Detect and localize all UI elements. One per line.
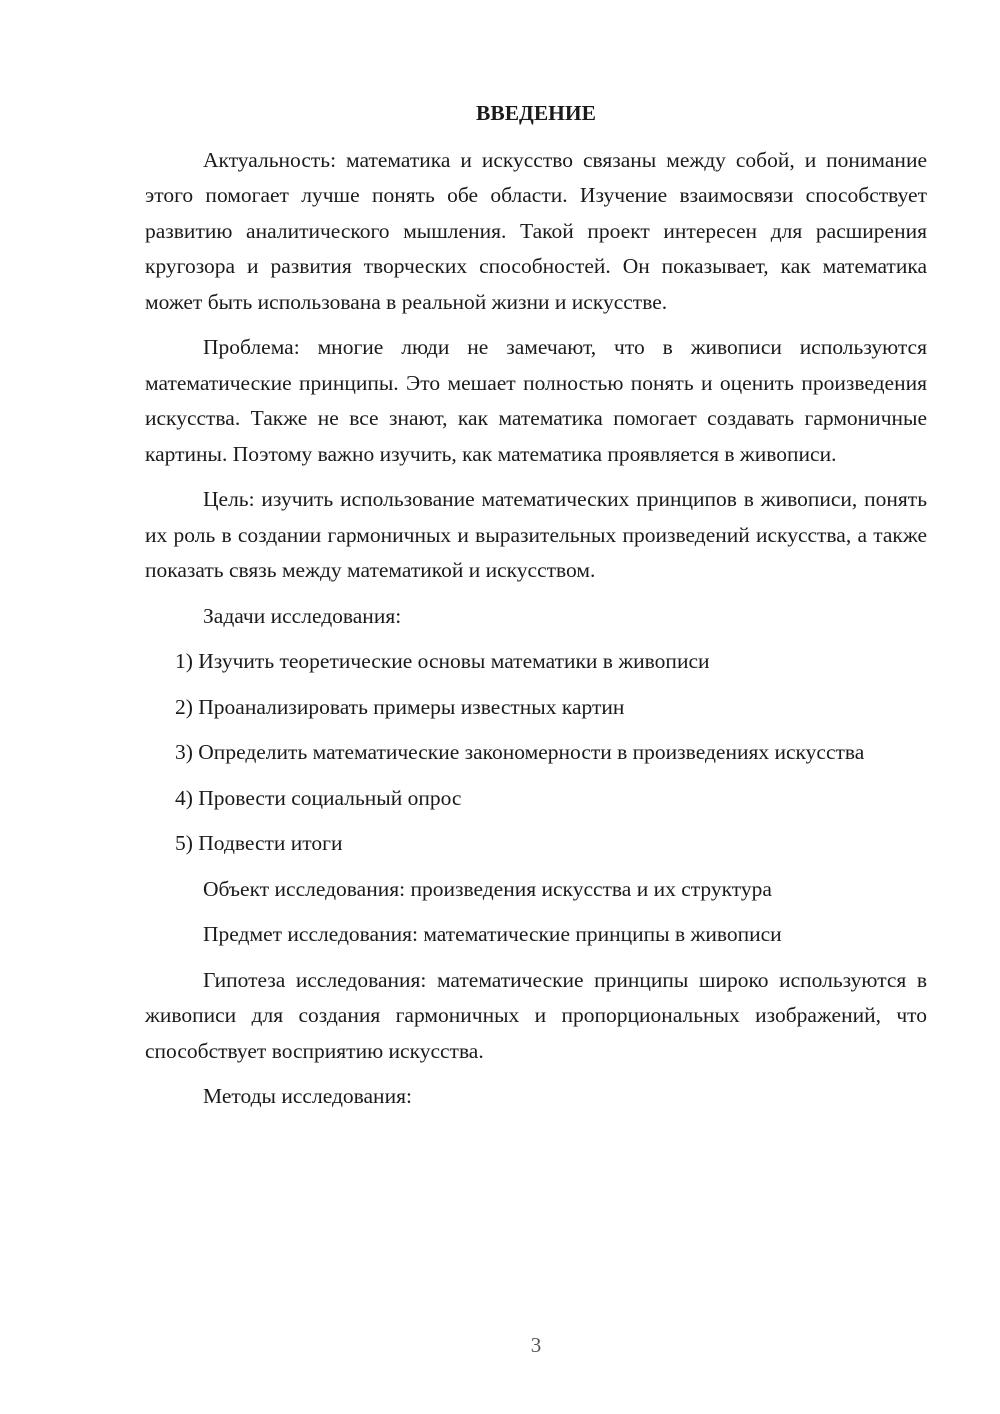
hypothesis-paragraph: Гипотеза исследования: математические принципы широко используются в живописи для создания гармоничных и пропорциональных изображений, что способствует восприятию искусства. xyxy=(145,967,927,1063)
subject-paragraph: Предмет исследования: математические принципы в живописи xyxy=(203,922,782,946)
goal-paragraph: Цель: изучить использование математических принципов в живописи, понять их роль в создании гармоничных и выразительных произведений искусства, а также показать связь между математикой и искусством. xyxy=(145,487,927,582)
tasks-heading: Задачи исследования: xyxy=(203,603,402,628)
list-item: 5) Подвести итоги xyxy=(175,831,343,855)
methods-heading: Методы исследования: xyxy=(203,1084,412,1108)
object-paragraph: Объект исследования: произведения искусства и их структура xyxy=(203,876,772,901)
list-item: 3) Определить математические закономерности в произведениях искусства xyxy=(175,740,865,764)
problem-paragraph: Проблема: многие люди не замечают, что в живописи используются математические принципы. Это мешает полностью понять и оценить произведения искусства. Также не все знают, как математика помогает создавать гармоничные картины. Поэтому важно изучить, как математика проявляется в живописи. xyxy=(145,335,927,466)
list-item: 4) Провести социальный опрос xyxy=(175,785,462,810)
list-item: 1) Изучить теоретические основы математики в живописи xyxy=(175,649,710,673)
tasks-list xyxy=(145,644,927,862)
document-page xyxy=(145,96,927,1125)
relevance-paragraph: Актуальность: математика и искусство связаны между собой, и понимание этого помогает лучше понять обе области. Изучение взаимосвязи способствует развитию аналитического мышления. Такой проект интересен для расширения кругозора и развития творческих способностей. Он показывает, как математика может быть использована в реальной жизни и искусстве. xyxy=(145,147,927,314)
page-title: ВВЕДЕНИЕ xyxy=(476,101,596,125)
page-number: 3 xyxy=(530,1333,542,1357)
list-item: 2) Проанализировать примеры известных картин xyxy=(175,694,625,719)
